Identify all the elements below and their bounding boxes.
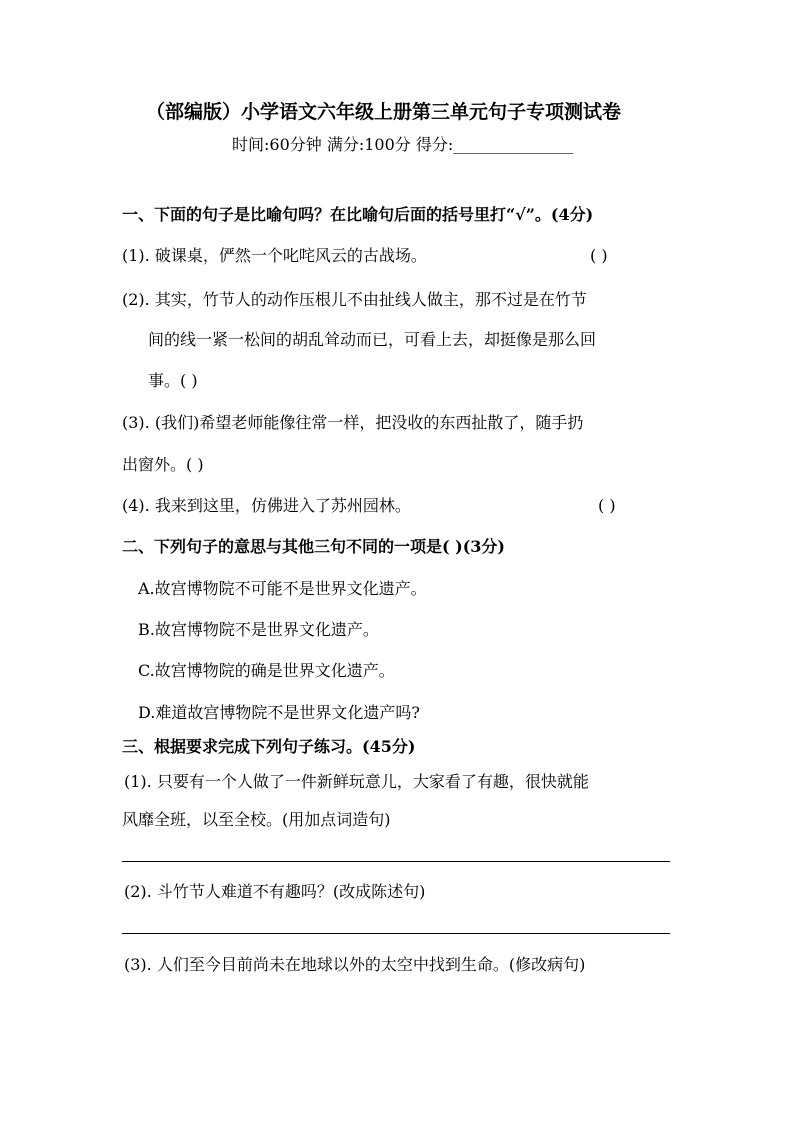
s1-q3-line2: 出窗外。( ) xyxy=(122,455,204,474)
answer-line-1[interactable] xyxy=(122,861,670,862)
s1-q2-line2: 间的线一紧一松间的胡乱耸动而已，可看上去，却挺像是那么回 xyxy=(148,330,597,349)
s1-q1-bracket: ( ) xyxy=(590,246,608,265)
s3-q1-line2: 风靡全班，以至全校。(用加点词造句) xyxy=(122,810,391,829)
section-2-heading: 二、下列句子的意思与其他三句不同的一项是( )(3分) xyxy=(122,537,505,556)
test-meta: 时间:60分钟 满分:100分 得分:_______________ xyxy=(232,135,574,154)
s3-q3-text: (3). 人们至今目前尚未在地球以外的太空中找到生命。(修改病句) xyxy=(124,955,586,974)
s1-q3-line1: (3). (我们)希望老师能像往常一样，把没收的东西扯散了，随手扔 xyxy=(122,413,584,432)
s2-option-a: A.故宫博物院不可能不是世界文化遗产。 xyxy=(138,579,427,598)
s1-q2-line1: (2). 其实，竹节人的动作压根儿不由扯线人做主，那不过是在竹节 xyxy=(122,290,587,309)
section-1-heading: 一、下面的句子是比喻句吗？在比喻句后面的括号里打“√”。(4分) xyxy=(122,205,594,224)
s2-option-c: C.故宫博物院的确是世界文化遗产。 xyxy=(138,661,395,680)
s1-q4-bracket: ( ) xyxy=(598,496,616,515)
s1-q4-text: (4). 我来到这里，仿佛进入了苏州园林。 xyxy=(122,496,411,515)
s2-option-b: B.故宫博物院不是世界文化遗产。 xyxy=(138,620,379,639)
s1-q1-text: (1). 破课桌，俨然一个叱咤风云的古战场。 xyxy=(122,246,427,265)
s1-q2-line3: 事。( ) xyxy=(148,371,198,390)
answer-line-2[interactable] xyxy=(122,933,670,934)
s3-q2-text: (2). 斗竹节人难道不有趣吗？(改成陈述句) xyxy=(124,882,426,901)
s3-q1-line1: (1). 只要有一个人做了一件新鲜玩意儿，大家看了有趣，很快就能 xyxy=(124,772,589,791)
page-title: （部编版）小学语文六年级上册第三单元句子专项测试卷 xyxy=(146,101,622,123)
section-3-heading: 三、根据要求完成下列句子练习。(45分) xyxy=(122,737,416,756)
s2-option-d: D.难道故宫博物院不是世界文化遗产吗? xyxy=(138,703,420,722)
